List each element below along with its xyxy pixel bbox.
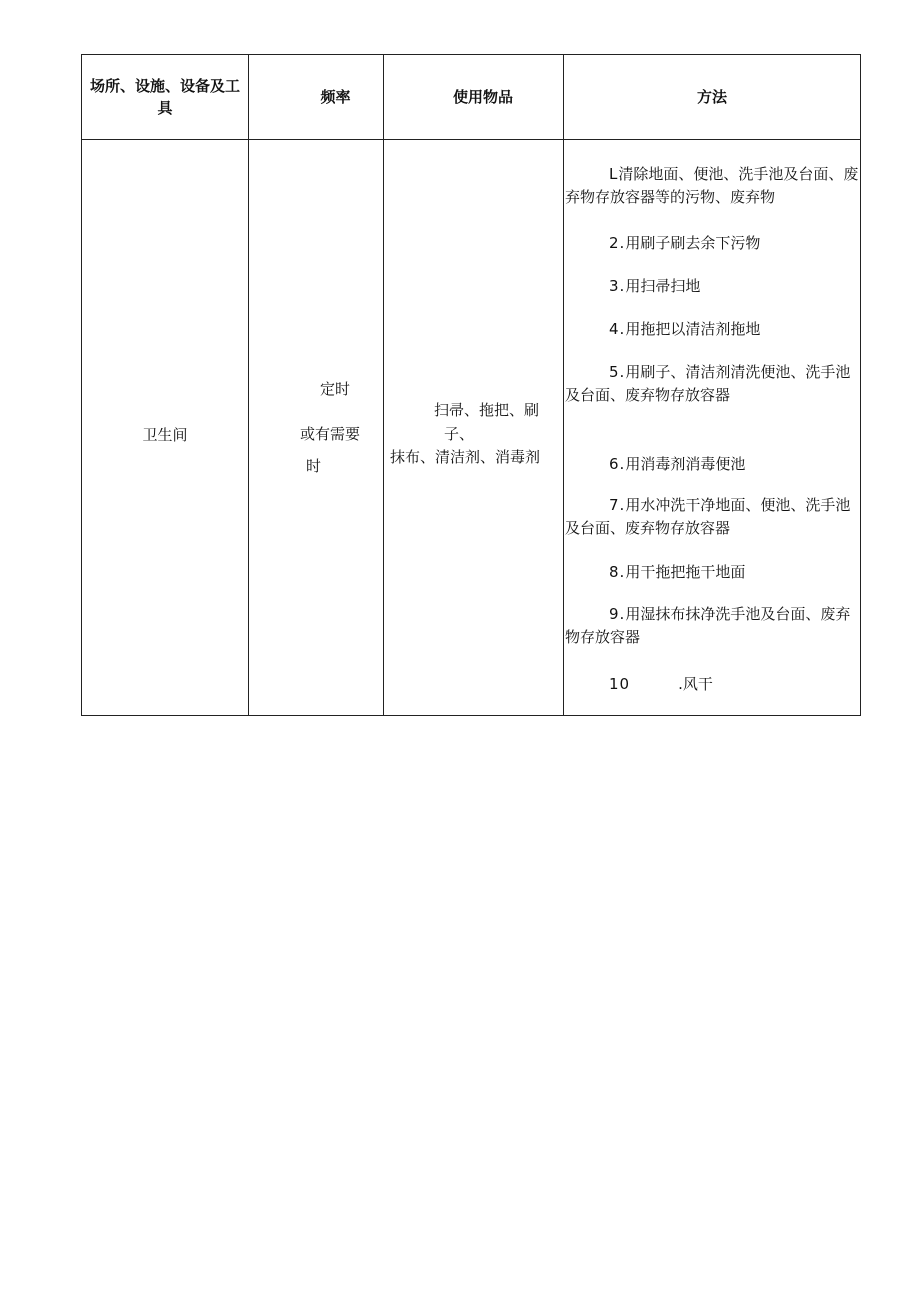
supplies-line: 扫帚、拖把、刷 — [434, 401, 540, 419]
method-step: 6.用消毒剂消毒便池 — [609, 455, 746, 473]
column-divider — [563, 55, 564, 715]
method-step: 4.用拖把以清洁剂拖地 — [609, 320, 761, 338]
method-step: L清除地面、便池、洗手池及台面、废弃物存放容器等的污物、废弃物 — [565, 165, 859, 206]
frequency-cell — [248, 55, 383, 715]
supplies-cell — [383, 55, 563, 715]
method-step: 7.用水冲洗干净地面、便池、洗手池及台面、废弃物存放容器 — [565, 496, 851, 537]
method-step: 10 .风干 — [609, 675, 713, 693]
cleaning-procedure-table — [81, 54, 861, 716]
header-method: 方法 — [696, 88, 727, 106]
method-step: 5.用刷子、清洁剂清洗便池、洗手池及台面、废弃物存放容器 — [565, 363, 851, 404]
supplies-line: 抹布、清洁剂、消毒剂 — [390, 448, 541, 466]
method-step: 3.用扫帚扫地 — [609, 277, 701, 295]
frequency-line: 或有需要 — [300, 425, 361, 443]
frequency-line: 定时 — [320, 380, 351, 398]
method-step: 8.用干拖把拖干地面 — [609, 563, 746, 581]
method-step: 9.用湿抹布抹净洗手池及台面、废弃物存放容器 — [565, 605, 851, 646]
place-cell: 卫生间 — [142, 426, 188, 444]
method-step: 2.用刷子刷去余下污物 — [609, 234, 761, 252]
frequency-line: 时 — [306, 457, 322, 475]
header-place: 场所、设施、设备及工具 — [89, 77, 240, 117]
supplies-line: 子、 — [444, 425, 475, 443]
header-frequency: 频率 — [320, 88, 351, 106]
header-supplies: 使用物品 — [452, 88, 513, 106]
